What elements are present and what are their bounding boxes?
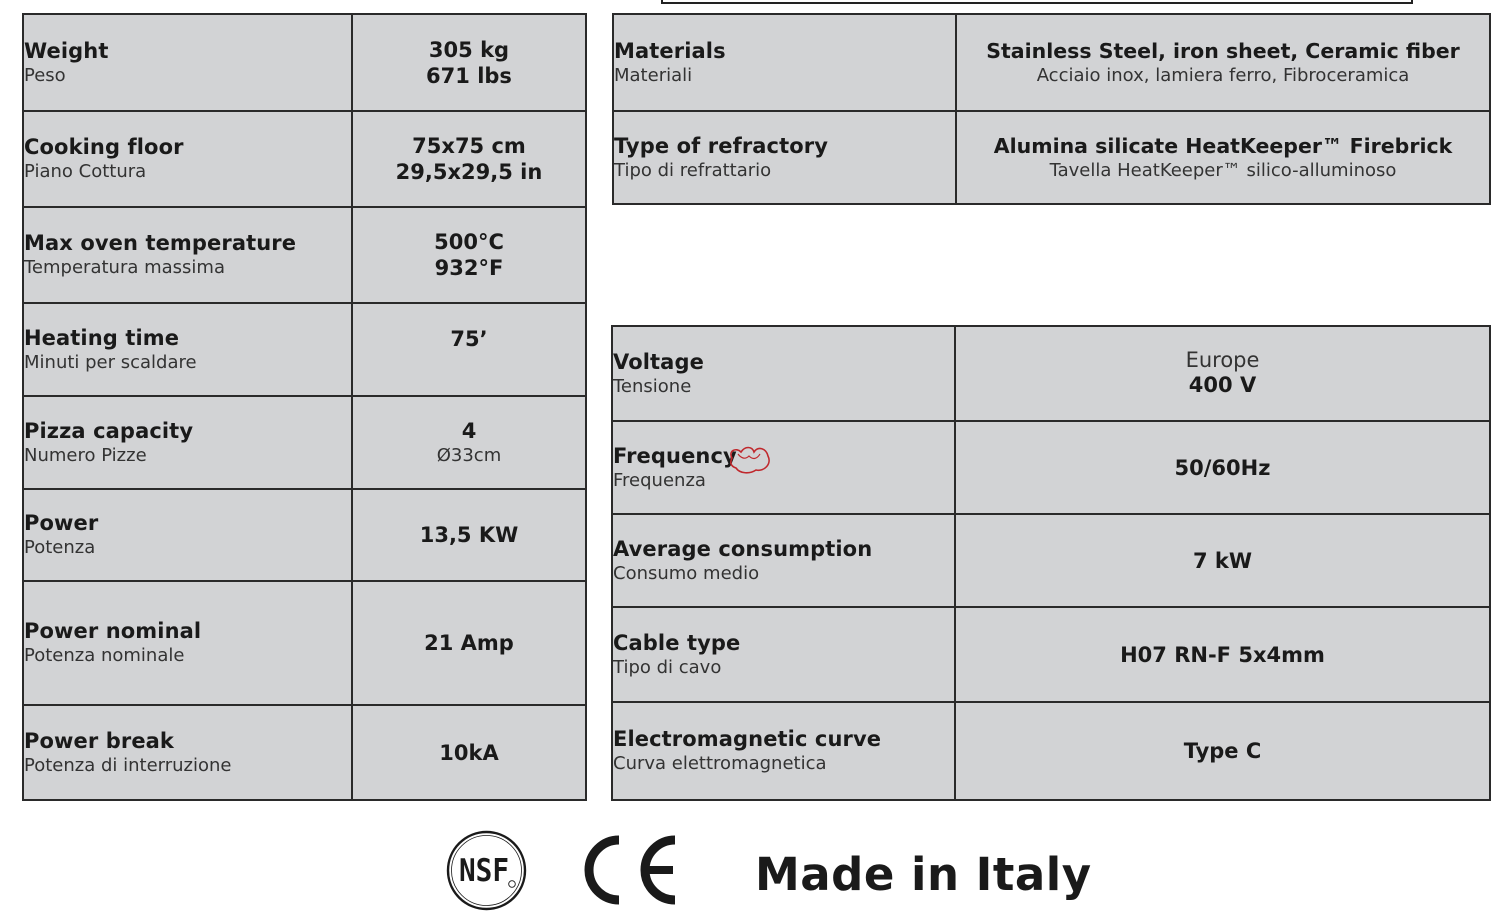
label-it: Curva elettromagnetica	[613, 753, 827, 774]
value-region: Europe	[1185, 348, 1260, 372]
label-it: Materiali	[614, 64, 693, 86]
label-en: Power nominal	[24, 619, 202, 643]
value-cell	[956, 14, 1490, 111]
table-row	[612, 421, 1490, 514]
label-it: Potenza nominale	[24, 645, 185, 666]
label-cell	[23, 705, 352, 800]
electrical-table	[611, 325, 1491, 801]
value-secondary: 29,5x29,5 in	[395, 160, 543, 184]
value-cell	[955, 607, 1490, 702]
value-primary: 500°C	[434, 230, 504, 254]
label-en: Voltage	[613, 349, 704, 374]
label-cell	[613, 14, 956, 111]
table-row	[23, 581, 586, 705]
table-row	[23, 111, 586, 207]
nsf-logo-icon	[446, 830, 527, 911]
label-it: Frequenza	[613, 469, 706, 491]
label-it: Piano Cottura	[24, 161, 147, 182]
table-row	[612, 326, 1490, 421]
label-it: Tipo di cavo	[613, 656, 722, 678]
label-en: Type of refractory	[614, 133, 829, 158]
label-cell	[23, 14, 352, 111]
value-cell	[352, 303, 586, 396]
value-cell	[352, 581, 586, 705]
label-it: Minuti per scaldare	[24, 351, 197, 373]
value-secondary: 671 lbs	[426, 63, 512, 88]
label-en: Average consumption	[613, 536, 873, 561]
label-it: Tipo di refrattario	[614, 159, 772, 181]
label-it: Potenza di interruzione	[24, 754, 232, 776]
value-primary: 50/60Hz	[1174, 455, 1271, 480]
label-cell	[613, 111, 956, 204]
value-primary: 21 Amp	[424, 631, 514, 655]
value-primary: Type C	[1183, 739, 1262, 763]
value-primary: 305 kg	[428, 37, 510, 62]
value-primary: H07 RN-F 5x4mm	[1120, 642, 1325, 667]
label-en: Power	[24, 511, 99, 535]
label-cell	[23, 396, 352, 489]
label-en: Power break	[24, 728, 174, 753]
value-primary: Stainless Steel, iron sheet, Ceramic fiber	[986, 39, 1460, 63]
table-row	[23, 705, 586, 800]
label-en: Materials	[614, 38, 726, 63]
value-primary: Alumina silicate HeatKeeper™ Firebrick	[993, 134, 1453, 158]
label-cell	[23, 489, 352, 581]
value-primary: 75x75 cm	[412, 134, 526, 158]
table-row	[23, 207, 586, 303]
value-secondary: Tavella HeatKeeper™ silico-alluminoso	[1049, 160, 1397, 181]
value-secondary: 932°F	[434, 256, 504, 280]
svg-text:NSF: NSF	[459, 853, 509, 889]
value-cell	[352, 207, 586, 303]
label-en: Frequency	[613, 443, 737, 468]
label-en: Cable type	[613, 630, 741, 655]
value-cell	[956, 111, 1490, 204]
value-cell	[352, 705, 586, 800]
label-cell	[23, 111, 352, 207]
label-cell	[23, 581, 352, 705]
table-row	[612, 514, 1490, 607]
label-cell	[612, 702, 955, 800]
value-primary: 400 V	[1188, 373, 1257, 397]
label-en: Heating time	[24, 325, 180, 350]
table-row	[23, 396, 586, 489]
ce-mark-logo-icon	[583, 834, 679, 906]
top-frame-edge	[661, 0, 1413, 4]
value-primary: 4	[461, 419, 477, 443]
label-cell	[23, 303, 352, 396]
value-primary: 75’	[450, 326, 488, 351]
label-cell	[612, 326, 955, 421]
table-row	[613, 111, 1490, 204]
value-cell	[352, 489, 586, 581]
made-in-italy-text: Made in Italy	[755, 848, 1092, 901]
label-cell	[612, 421, 955, 514]
value-cell	[352, 396, 586, 489]
table-row	[23, 14, 586, 111]
value-cell	[352, 111, 586, 207]
label-cell	[612, 514, 955, 607]
value-secondary: Acciaio inox, lamiera ferro, Fibroceramica	[1036, 65, 1410, 86]
label-it: Temperatura massima	[24, 257, 225, 278]
value-cell	[955, 514, 1490, 607]
label-cell	[612, 607, 955, 702]
label-en: Electromagnetic curve	[613, 727, 882, 751]
table-row	[23, 489, 586, 581]
label-it: Potenza	[24, 537, 96, 558]
value-secondary: Ø33cm	[436, 445, 502, 466]
table-row	[613, 14, 1490, 111]
label-cell	[23, 207, 352, 303]
value-primary: 7 kW	[1192, 548, 1253, 573]
value-cell	[352, 14, 586, 111]
value-primary: 13,5 KW	[419, 523, 519, 547]
label-it: Consumo medio	[613, 562, 760, 584]
label-it: Numero Pizze	[24, 444, 147, 466]
label-en: Weight	[24, 38, 109, 63]
value-cell	[955, 421, 1490, 514]
materials-table	[612, 13, 1491, 205]
value-cell	[955, 702, 1490, 800]
label-en: Max oven temperature	[24, 231, 297, 255]
value-primary: 10kA	[439, 740, 499, 765]
value-cell	[955, 326, 1490, 421]
table-row	[612, 607, 1490, 702]
label-it: Tensione	[613, 375, 692, 397]
specs-table-left	[22, 13, 587, 801]
label-en: Cooking floor	[24, 135, 184, 159]
table-row	[612, 702, 1490, 800]
label-it: Peso	[24, 64, 66, 86]
table-row	[23, 303, 586, 396]
label-en: Pizza capacity	[24, 418, 194, 443]
